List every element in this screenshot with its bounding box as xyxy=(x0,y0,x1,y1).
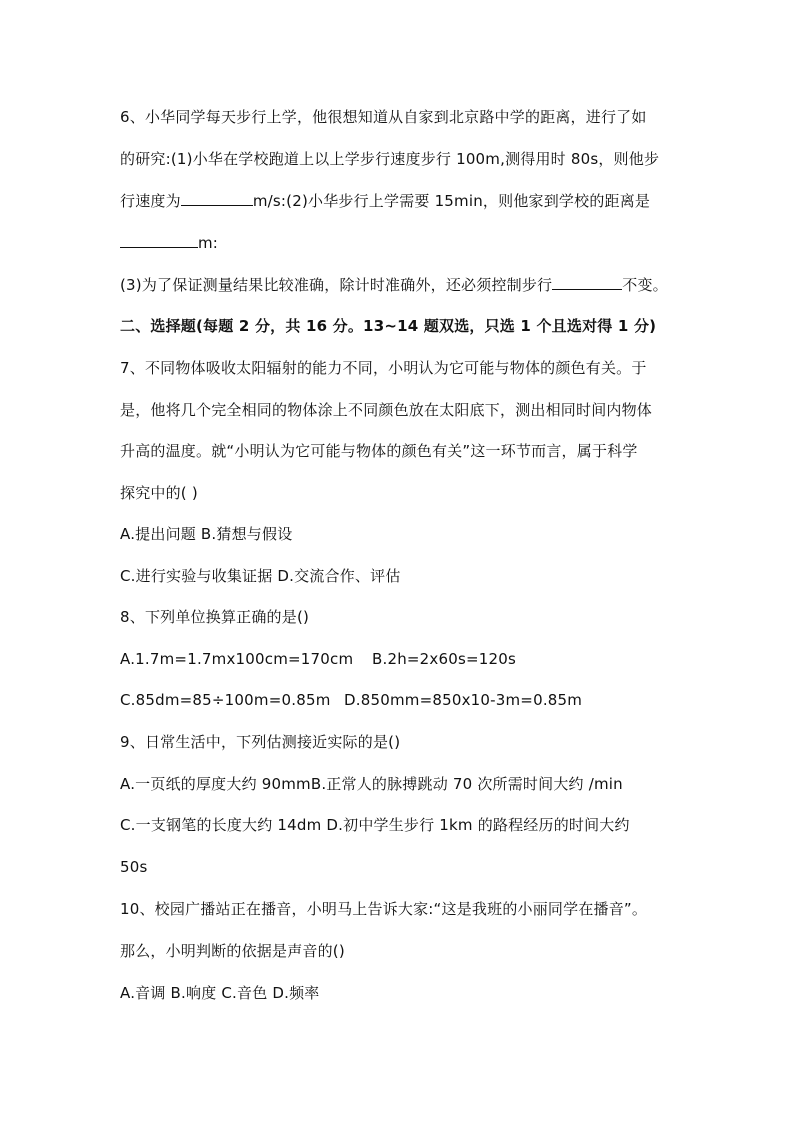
q10-line-2: 那么，小明判断的依据是声音的() xyxy=(120,942,345,960)
q10-options: A.音调 B.响度 C.音色 D.频率 xyxy=(120,984,320,1002)
q8-option-d: D.850mm=850x10-3m=0.85m xyxy=(344,691,583,709)
q9-stem: 9、日常生活中，下列估测接近实际的是() xyxy=(120,733,401,751)
answer-blank-control xyxy=(552,275,622,290)
q8-option-b: B.2h=2x60s=120s xyxy=(372,650,517,668)
answer-blank-distance xyxy=(120,233,198,248)
q9-options-2: C.一支钢笔的长度大约 14dm D.初中学生步行 1km 的路程经历的时间大约 xyxy=(120,816,630,834)
q8-stem: 8、下列单位换算正确的是() xyxy=(120,608,310,626)
q7-options-2: C.进行实验与收集证据 D.交流合作、评估 xyxy=(120,567,401,585)
q6-line-4-end: m: xyxy=(198,234,219,252)
answer-blank-speed xyxy=(181,191,253,206)
q6-line-5-start: (3)为了保证测量结果比较准确，除计时准确外，还必须控制步行 xyxy=(120,276,553,294)
q7-line-3: 升高的温度。就“小明认为它可能与物体的颜色有关”这一环节而言，属于科学 xyxy=(120,442,638,460)
q10-line-1: 10、校园广播站正在播音，小明马上告诉大家:“这是我班的小丽同学在播音”。 xyxy=(120,900,648,918)
q7-options-1: A.提出问题 B.猜想与假设 xyxy=(120,525,293,543)
q6-line-3 xyxy=(120,190,720,212)
q8-option-c: C.85dm=85÷100m=0.85m xyxy=(120,691,331,709)
q6-line-1: 6、小华同学每天步行上学，他很想知道从自家到北京路中学的距离，进行了如 xyxy=(120,108,647,126)
section-heading-choice: 二、选择题(每题 2 分，共 16 分。13~14 题双选，只选 1 个且选对得 1 分) xyxy=(120,317,657,335)
q6-line-5-end: 不变。 xyxy=(622,276,668,294)
q6-line-3-end: m/s:(2)小华步行上学需要 15min，则他家到学校的距离是 xyxy=(252,192,651,210)
q8-options-row-2 xyxy=(120,689,720,711)
q6-line-3-start: 行速度为 xyxy=(120,192,181,210)
q8-option-a: A.1.7m=1.7mx100cm=170cm xyxy=(120,650,354,668)
q6-line-5 xyxy=(120,274,720,296)
q6-line-4 xyxy=(120,232,720,254)
q8-options-row-1 xyxy=(120,648,720,670)
q9-options-1: A.一页纸的厚度大约 90mmB.正常人的脉搏跳动 70 次所需时间大约 /min xyxy=(120,775,623,793)
q9-options-2-cont: 50s xyxy=(120,858,148,876)
q7-line-1: 7、不同物体吸收太阳辐射的能力不同，小明认为它可能与物体的颜色有关。于 xyxy=(120,359,647,377)
q7-line-4: 探究中的( ) xyxy=(120,484,198,502)
q7-line-2: 是，他将几个完全相同的物体涂上不同颜色放在太阳底下，测出相同时间内物体 xyxy=(120,401,653,419)
q6-line-2: 的研究:(1)小华在学校跑道上以上学步行速度步行 100m,测得用时 80s，则他步 xyxy=(120,150,660,168)
